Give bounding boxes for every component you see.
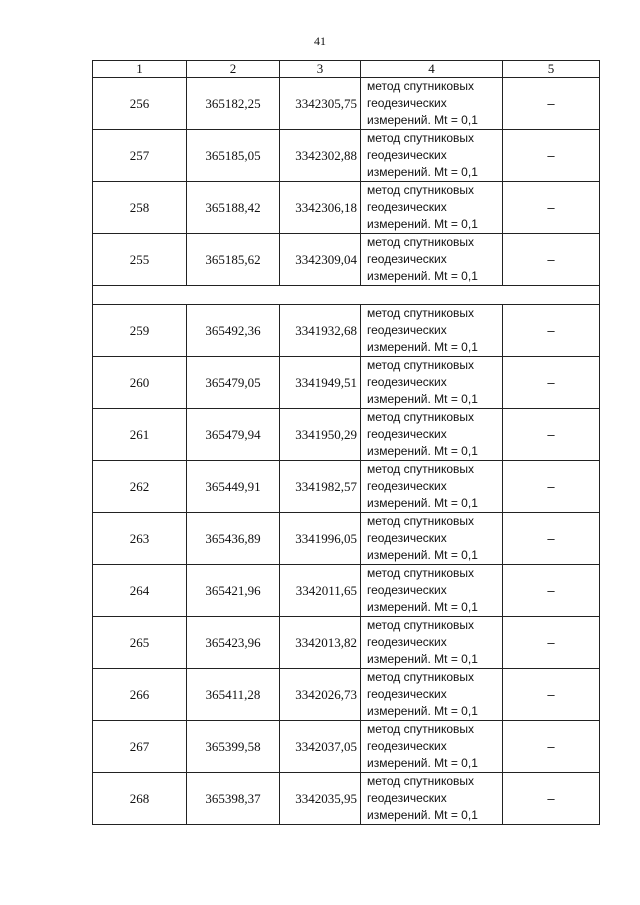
x-coordinate-cell: 365492,36 [187, 305, 280, 357]
method-line: измерений. Mt = 0,1 [367, 392, 478, 406]
x-coordinate-cell: 365399,58 [187, 721, 280, 773]
method-cell [361, 234, 503, 286]
method-cell [361, 409, 503, 461]
coordinates-table [92, 60, 600, 825]
point-number-cell: 259 [93, 305, 187, 357]
method-line: метод спутниковых [367, 306, 475, 320]
method-line: геодезических [367, 531, 447, 545]
method-cell [361, 357, 503, 409]
x-coordinate-cell: 365185,62 [187, 234, 280, 286]
y-coordinate-cell: 3342035,95 [280, 773, 361, 825]
method-cell [361, 130, 503, 182]
y-coordinate-cell: 3342037,05 [280, 721, 361, 773]
method-line: измерений. Mt = 0,1 [367, 340, 478, 354]
header-cell-2: 2 [187, 61, 280, 78]
method-line: измерений. Mt = 0,1 [367, 704, 478, 718]
x-coordinate-cell: 365188,42 [187, 182, 280, 234]
note-cell: – [503, 305, 600, 357]
method-line: измерений. Mt = 0,1 [367, 113, 478, 127]
y-coordinate-cell: 3341950,29 [280, 409, 361, 461]
y-coordinate-cell: 3342305,75 [280, 78, 361, 130]
table-row [93, 773, 600, 825]
note-cell: – [503, 461, 600, 513]
note-cell: – [503, 773, 600, 825]
method-line: геодезических [367, 375, 447, 389]
x-coordinate-cell: 365398,37 [187, 773, 280, 825]
method-line: геодезических [367, 635, 447, 649]
method-line: геодезических [367, 479, 447, 493]
method-line: геодезических [367, 252, 447, 266]
method-line: геодезических [367, 96, 447, 110]
method-line: измерений. Mt = 0,1 [367, 652, 478, 666]
table-row [93, 78, 600, 130]
method-line: геодезических [367, 739, 447, 753]
method-line: метод спутниковых [367, 358, 475, 372]
header-cell-4: 4 [361, 61, 503, 78]
point-number-cell: 263 [93, 513, 187, 565]
point-number-cell: 261 [93, 409, 187, 461]
table-row [93, 234, 600, 286]
note-cell: – [503, 78, 600, 130]
method-line: метод спутниковых [367, 183, 475, 197]
y-coordinate-cell: 3342302,88 [280, 130, 361, 182]
y-coordinate-cell: 3342309,04 [280, 234, 361, 286]
point-number-cell: 262 [93, 461, 187, 513]
table-row [93, 513, 600, 565]
note-cell: – [503, 513, 600, 565]
y-coordinate-cell: 3341932,68 [280, 305, 361, 357]
note-cell: – [503, 130, 600, 182]
note-cell: – [503, 721, 600, 773]
method-line: геодезических [367, 323, 447, 337]
point-number-cell: 258 [93, 182, 187, 234]
x-coordinate-cell: 365411,28 [187, 669, 280, 721]
table-header-row [93, 61, 600, 78]
table-row [93, 409, 600, 461]
method-line: геодезических [367, 687, 447, 701]
section-separator-row [93, 286, 600, 305]
y-coordinate-cell: 3341996,05 [280, 513, 361, 565]
y-coordinate-cell: 3341949,51 [280, 357, 361, 409]
method-line: геодезических [367, 427, 447, 441]
method-line: метод спутниковых [367, 722, 475, 736]
method-cell [361, 461, 503, 513]
y-coordinate-cell: 3342011,65 [280, 565, 361, 617]
method-line: метод спутниковых [367, 618, 475, 632]
method-line: измерений. Mt = 0,1 [367, 217, 478, 231]
method-line: метод спутниковых [367, 235, 475, 249]
point-number-cell: 267 [93, 721, 187, 773]
method-cell [361, 773, 503, 825]
method-line: измерений. Mt = 0,1 [367, 165, 478, 179]
method-line: измерений. Mt = 0,1 [367, 600, 478, 614]
method-cell [361, 617, 503, 669]
y-coordinate-cell: 3342306,18 [280, 182, 361, 234]
table-body [93, 78, 600, 825]
table-row [93, 357, 600, 409]
y-coordinate-cell: 3341982,57 [280, 461, 361, 513]
point-number-cell: 266 [93, 669, 187, 721]
note-cell: – [503, 357, 600, 409]
method-line: измерений. Mt = 0,1 [367, 756, 478, 770]
y-coordinate-cell: 3342026,73 [280, 669, 361, 721]
table-row [93, 565, 600, 617]
table-row [93, 669, 600, 721]
method-line: метод спутниковых [367, 566, 475, 580]
method-cell [361, 513, 503, 565]
method-cell [361, 305, 503, 357]
x-coordinate-cell: 365423,96 [187, 617, 280, 669]
method-cell [361, 182, 503, 234]
point-number-cell: 255 [93, 234, 187, 286]
x-coordinate-cell: 365449,91 [187, 461, 280, 513]
table-row [93, 182, 600, 234]
x-coordinate-cell: 365421,96 [187, 565, 280, 617]
method-cell [361, 721, 503, 773]
method-line: геодезических [367, 200, 447, 214]
note-cell: – [503, 409, 600, 461]
method-cell [361, 669, 503, 721]
x-coordinate-cell: 365185,05 [187, 130, 280, 182]
page-number: 41 [314, 34, 326, 48]
note-cell: – [503, 234, 600, 286]
y-coordinate-cell: 3342013,82 [280, 617, 361, 669]
note-cell: – [503, 669, 600, 721]
header-cell-5: 5 [503, 61, 600, 78]
x-coordinate-cell: 365479,94 [187, 409, 280, 461]
method-line: метод спутниковых [367, 462, 475, 476]
table-row [93, 305, 600, 357]
point-number-cell: 268 [93, 773, 187, 825]
point-number-cell: 264 [93, 565, 187, 617]
point-number-cell: 265 [93, 617, 187, 669]
x-coordinate-cell: 365182,25 [187, 78, 280, 130]
method-line: геодезических [367, 791, 447, 805]
x-coordinate-cell: 365436,89 [187, 513, 280, 565]
method-line: измерений. Mt = 0,1 [367, 808, 478, 822]
point-number-cell: 260 [93, 357, 187, 409]
method-line: метод спутниковых [367, 514, 475, 528]
method-line: измерений. Mt = 0,1 [367, 548, 478, 562]
method-cell [361, 565, 503, 617]
header-cell-3: 3 [280, 61, 361, 78]
point-number-cell: 256 [93, 78, 187, 130]
table-row [93, 721, 600, 773]
method-line: метод спутниковых [367, 410, 475, 424]
method-line: измерений. Mt = 0,1 [367, 444, 478, 458]
separator-cell [93, 286, 600, 305]
method-line: метод спутниковых [367, 774, 475, 788]
table-row [93, 617, 600, 669]
note-cell: – [503, 565, 600, 617]
point-number-cell: 257 [93, 130, 187, 182]
x-coordinate-cell: 365479,05 [187, 357, 280, 409]
header-cell-1: 1 [93, 61, 187, 78]
method-line: метод спутниковых [367, 670, 475, 684]
method-line: измерений. Mt = 0,1 [367, 496, 478, 510]
table-row [93, 130, 600, 182]
note-cell: – [503, 182, 600, 234]
method-line: геодезических [367, 583, 447, 597]
method-line: геодезических [367, 148, 447, 162]
method-cell [361, 78, 503, 130]
method-line: метод спутниковых [367, 131, 475, 145]
note-cell: – [503, 617, 600, 669]
method-line: метод спутниковых [367, 79, 475, 93]
method-line: измерений. Mt = 0,1 [367, 269, 478, 283]
table-row [93, 461, 600, 513]
